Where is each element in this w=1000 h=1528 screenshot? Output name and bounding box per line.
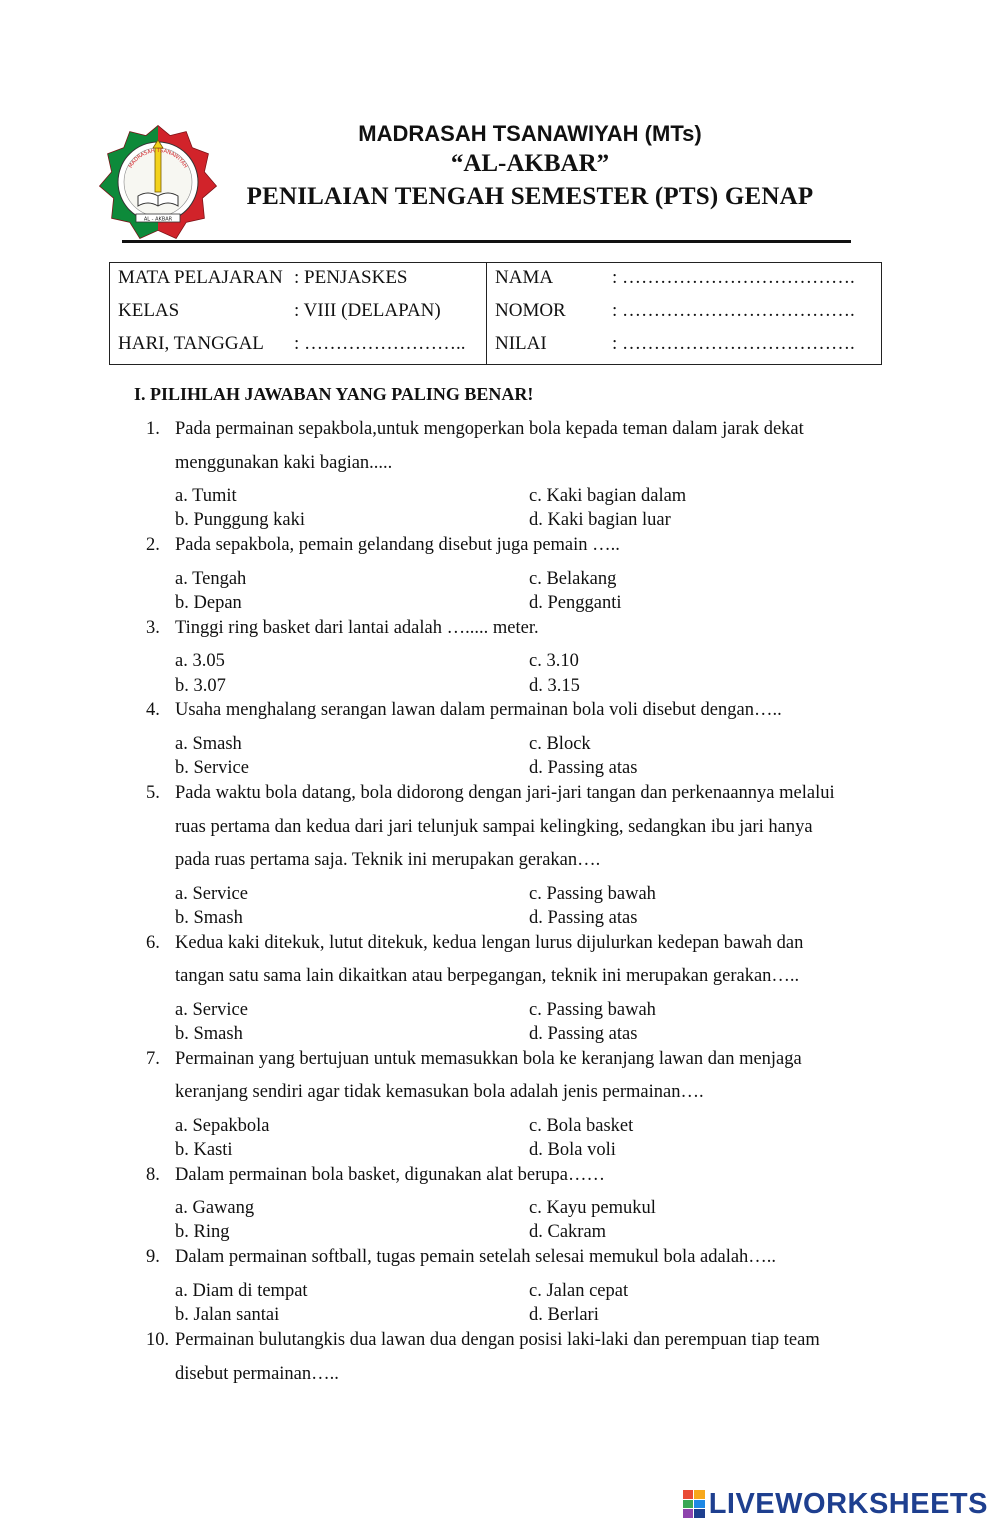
question-text: tangan satu sama lain dikaitkan atau berpegangan, teknik ini merupakan gerakan….. <box>175 966 800 986</box>
option-a[interactable]: a. Sepakbola <box>175 1116 270 1136</box>
option-b[interactable]: b. Smash <box>175 1024 243 1044</box>
question-text: Tinggi ring basket dari lantai adalah …..... meter. <box>175 618 539 638</box>
question-text: menggunakan kaki bagian..... <box>175 453 393 473</box>
option-d[interactable]: d. Cakram <box>529 1222 607 1242</box>
exam-title-heading: PENILAIAN TENGAH SEMESTER (PTS) GENAP <box>246 183 814 210</box>
question-number: 1. <box>146 419 160 439</box>
option-c[interactable]: c. Kayu pemukul <box>529 1198 656 1218</box>
table-divider <box>486 263 487 364</box>
question-text: Kedua kaki ditekuk, lutut ditekuk, kedua lengan lurus dijulurkan kedepan bawah dan <box>175 933 804 953</box>
question-text: Pada permainan sepakbola,untuk mengoperkan bola kepada teman dalam jarak dekat <box>175 419 804 439</box>
option-a[interactable]: a. Tengah <box>175 569 247 589</box>
option-a[interactable]: a. Diam di tempat <box>175 1281 308 1301</box>
option-d[interactable]: d. Passing atas <box>529 908 638 928</box>
option-d[interactable]: d. Bola voli <box>529 1140 616 1160</box>
option-a[interactable]: a. Gawang <box>175 1198 255 1218</box>
question-text: Dalam permainan softball, tugas pemain setelah selesai memukul bola adalah….. <box>175 1247 777 1267</box>
question-number: 9. <box>146 1247 160 1267</box>
question-text: Permainan yang bertujuan untuk memasukkan bola ke keranjang lawan dan menjaga <box>175 1049 802 1069</box>
question-number: 5. <box>146 783 160 803</box>
name-field[interactable]: : ………………………………. <box>612 267 855 288</box>
header-divider <box>122 240 851 243</box>
date-label: HARI, TANGGAL <box>118 333 264 354</box>
option-c[interactable]: c. Block <box>529 734 591 754</box>
option-c[interactable]: c. Passing bawah <box>529 1000 656 1020</box>
option-c[interactable]: c. Belakang <box>529 569 617 589</box>
option-a[interactable]: a. Service <box>175 884 248 904</box>
option-a[interactable]: a. Smash <box>175 734 242 754</box>
question-text: Permainan bulutangkis dua lawan dua dengan posisi laki-laki dan perempuan tiap team <box>175 1330 820 1350</box>
school-name-heading: “AL-AKBAR” <box>450 150 610 177</box>
question-number: 3. <box>146 618 160 638</box>
option-d[interactable]: d. Passing atas <box>529 1024 638 1044</box>
option-d[interactable]: d. Berlari <box>529 1305 599 1325</box>
question-number: 8. <box>146 1165 160 1185</box>
question-number: 6. <box>146 933 160 953</box>
option-b[interactable]: b. Smash <box>175 908 243 928</box>
option-b[interactable]: b. Jalan santai <box>175 1305 280 1325</box>
option-c[interactable]: c. Jalan cepat <box>529 1281 629 1301</box>
question-text: keranjang sendiri agar tidak kemasukan bola adalah jenis permainan…. <box>175 1082 704 1102</box>
option-b[interactable]: b. Ring <box>175 1222 230 1242</box>
option-d[interactable]: d. Kaki bagian luar <box>529 510 671 530</box>
option-c[interactable]: c. Bola basket <box>529 1116 634 1136</box>
option-b[interactable]: b. Kasti <box>175 1140 233 1160</box>
question-text: disebut permainan….. <box>175 1364 339 1384</box>
section-title: I. PILIHLAH JAWABAN YANG PALING BENAR! <box>134 384 534 404</box>
school-type-heading: MADRASAH TSANAWIYAH (MTs) <box>358 121 702 146</box>
liveworksheets-mark-icon <box>683 1490 705 1518</box>
question-text: Pada waktu bola datang, bola didorong dengan jari-jari tangan dan perkenaannya melalui <box>175 783 835 803</box>
option-d[interactable]: d. Pengganti <box>529 593 622 613</box>
option-a[interactable]: a. Tumit <box>175 486 237 506</box>
score-label: NILAI <box>495 333 547 354</box>
option-a[interactable]: a. Service <box>175 1000 248 1020</box>
number-label: NOMOR <box>495 300 566 321</box>
subject-label: MATA PELAJARAN <box>118 267 283 288</box>
option-b[interactable]: b. Service <box>175 758 249 778</box>
question-text: Dalam permainan bola basket, digunakan alat berupa…… <box>175 1165 605 1185</box>
logo-ribbon-text: AL - AKBAR <box>143 216 173 223</box>
question-text: Pada sepakbola, pemain gelandang disebut juga pemain ….. <box>175 535 620 555</box>
question-text: Usaha menghalang serangan lawan dalam permainan bola voli disebut dengan….. <box>175 700 782 720</box>
number-field[interactable]: : ………………………………. <box>612 300 855 321</box>
name-label: NAMA <box>495 267 554 288</box>
subject-value: : PENJASKES <box>294 267 408 288</box>
question-text: pada ruas pertama saja. Teknik ini merupakan gerakan…. <box>175 850 601 870</box>
question-number: 4. <box>146 700 160 720</box>
question-number: 2. <box>146 535 160 555</box>
date-field[interactable]: : …………………….. <box>294 333 466 354</box>
option-b[interactable]: b. Punggung kaki <box>175 510 306 530</box>
student-info-table <box>109 262 882 365</box>
logo-arc-text: MADRASAH TSANAWIYAH <box>127 147 189 170</box>
question-number: 7. <box>146 1049 160 1069</box>
option-c[interactable]: c. 3.10 <box>529 651 579 671</box>
score-field[interactable]: : ………………………………. <box>612 333 855 354</box>
option-d[interactable]: d. Passing atas <box>529 758 638 778</box>
liveworksheets-logo[interactable] <box>683 1486 988 1522</box>
option-b[interactable]: b. 3.07 <box>175 676 226 696</box>
question-number: 10. <box>146 1330 170 1350</box>
question-text: ruas pertama dan kedua dari jari telunjuk sampai kelingking, sedangkan ibu jari hanya <box>175 817 813 837</box>
option-b[interactable]: b. Depan <box>175 593 242 613</box>
liveworksheets-wordmark: LIVEWORKSHEETS <box>708 1487 988 1520</box>
class-label: KELAS <box>118 300 180 321</box>
option-d[interactable]: d. 3.15 <box>529 676 580 696</box>
class-value: : VIII (DELAPAN) <box>294 300 441 321</box>
option-c[interactable]: c. Kaki bagian dalam <box>529 486 687 506</box>
option-a[interactable]: a. 3.05 <box>175 651 225 671</box>
option-c[interactable]: c. Passing bawah <box>529 884 656 904</box>
